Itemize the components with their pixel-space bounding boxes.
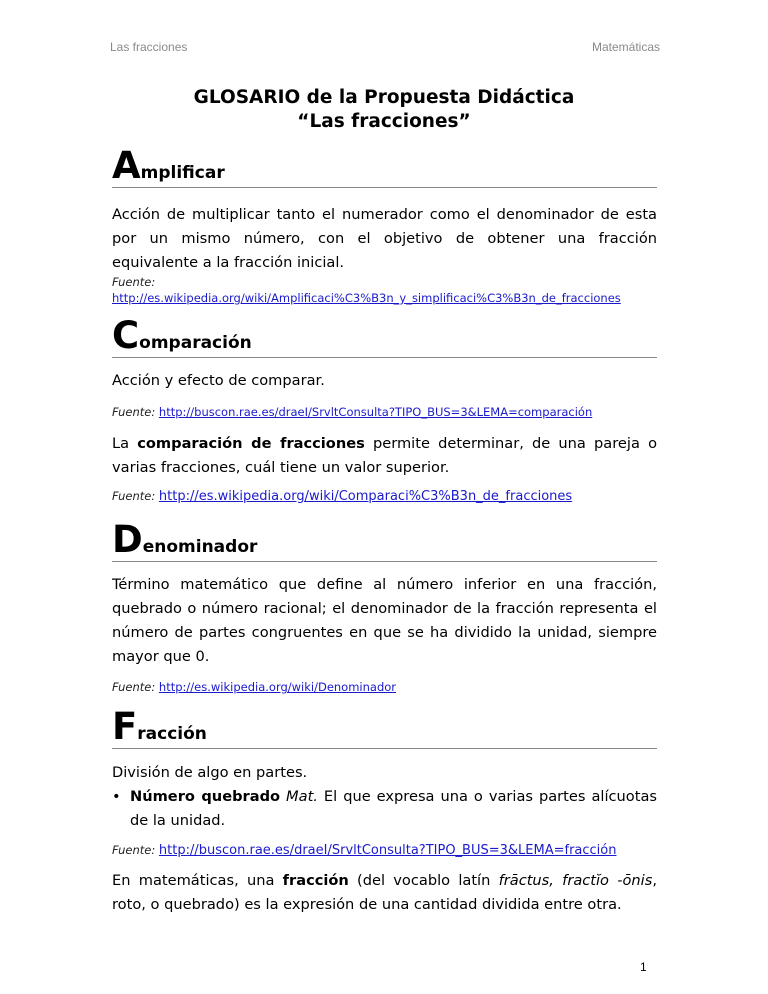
text: División de algo en partes. <box>112 764 308 781</box>
source-link[interactable]: http://buscon.rae.es/draeI/SrvltConsulta?TIPO_BUS=3&LEMA=comparación <box>158 405 593 419</box>
bullet-item <box>130 785 657 833</box>
heading-denominador <box>112 518 657 562</box>
header-left: Las fracciones <box>110 40 188 54</box>
definition-comparacion: Acción y efecto de comparar. <box>112 372 325 389</box>
heading-initial: D <box>112 518 143 561</box>
source-comparacion <box>112 404 657 420</box>
bold-term: comparación de fracciones <box>137 435 365 452</box>
heading-rest: mplificar <box>140 163 225 183</box>
source-comparacion-2 <box>112 488 657 505</box>
source-denominador <box>112 679 657 695</box>
heading-initial: A <box>112 144 141 187</box>
source-label: Fuente: <box>112 680 156 694</box>
bold-term: Número quebrado <box>130 788 281 805</box>
source-link[interactable]: http://es.wikipedia.org/wiki/Denominador <box>158 680 397 694</box>
page-number: 1 <box>640 960 647 974</box>
heading-rest: enominador <box>142 537 258 557</box>
text: (del vocablo latín <box>348 872 499 889</box>
text: En matemáticas, una <box>112 872 283 889</box>
source-label: Fuente: <box>112 843 156 857</box>
title-line-1: GLOSARIO de la Propuesta Didáctica <box>193 87 575 108</box>
heading-fraccion <box>112 705 657 749</box>
source-fraccion <box>112 842 657 859</box>
definition-fraccion-matematicas <box>112 869 657 917</box>
heading-rest: omparación <box>139 333 252 353</box>
source-label: Fuente: <box>112 405 156 419</box>
heading-initial: F <box>112 705 138 748</box>
definition-denominador: Término matemático que define al número inferior en una fracción, quebrado o número racional; el denominador de la fracción representa el número de partes congruentes en que se ha dividido la unidad, siempre mayor que 0. <box>112 576 657 665</box>
heading-initial: C <box>112 314 140 357</box>
italic-abbrev: Mat. <box>286 788 318 805</box>
source-link[interactable]: http://es.wikipedia.org/wiki/Comparaci%C3%B3n_de_fracciones <box>158 489 573 504</box>
source-label: Fuente: <box>112 275 156 289</box>
page-title <box>0 86 768 134</box>
text: permite determinar, de una pareja o varias fracciones, cuál tiene un valor superior. <box>112 435 657 476</box>
source-link[interactable]: http://buscon.rae.es/draeI/SrvltConsulta?TIPO_BUS=3&LEMA=fracción <box>158 843 617 858</box>
source-amplificar <box>112 274 657 306</box>
text: El que expresa una o varias partes alícuotas de la unidad. <box>130 788 657 829</box>
heading-rest: racción <box>137 724 207 744</box>
definition-comparacion-fracciones <box>112 432 657 480</box>
definition-amplificar: Acción de multiplicar tanto el numerador como el denominador de esta por un mismo número, con el objetivo de obtener una fracción equivalente a la fracción inicial. <box>112 206 657 271</box>
title-line-2: “Las fracciones” <box>297 111 471 132</box>
bold-term: fracción <box>282 872 349 889</box>
source-label: Fuente: <box>112 489 156 503</box>
header-right: Matemáticas <box>591 40 660 54</box>
heading-amplificar <box>112 144 657 188</box>
definition-fraccion <box>112 761 657 833</box>
text: , roto, o quebrado) es la expresión de una cantidad dividida entre otra. <box>112 872 657 913</box>
latin-term: frāctus, fractĭo -ōnis <box>498 872 653 889</box>
text: La <box>112 435 138 452</box>
source-link[interactable]: http://es.wikipedia.org/wiki/Amplificaci%C3%B3n_y_simplificaci%C3%B3n_de_fracciones <box>112 291 621 305</box>
heading-comparacion <box>112 314 657 358</box>
